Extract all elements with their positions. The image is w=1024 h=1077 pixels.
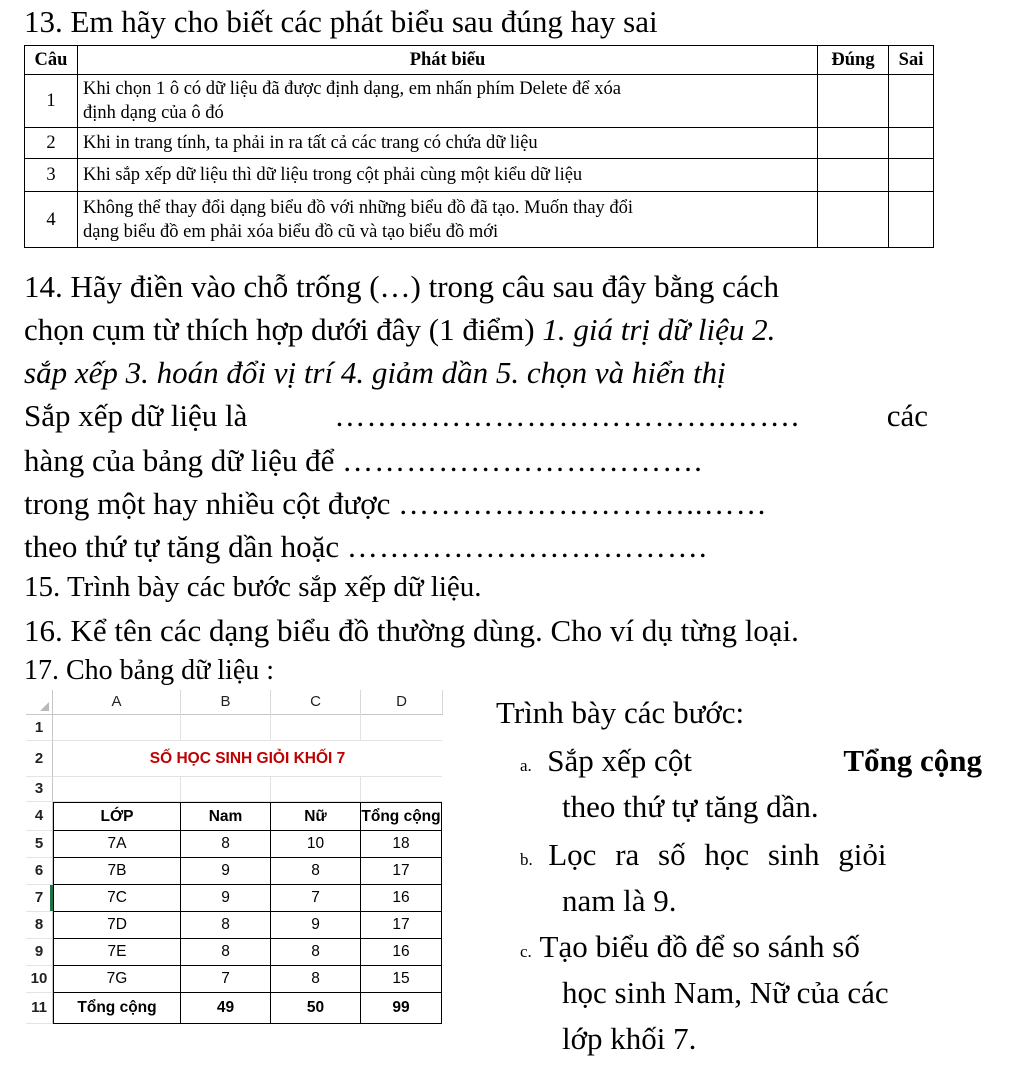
- true-checkbox-cell[interactable]: [818, 75, 889, 128]
- step-c-label: c.: [520, 942, 532, 961]
- sheet-title: SỐ HỌC SINH GIỎI KHỐI 7: [149, 750, 346, 767]
- column-header-a[interactable]: A: [53, 690, 181, 715]
- false-checkbox-cell[interactable]: [889, 128, 934, 159]
- fill-blank-1[interactable]: ……………………………….…….: [334, 398, 800, 433]
- false-checkbox-cell[interactable]: [889, 159, 934, 192]
- cell-girls[interactable]: 9: [311, 916, 320, 933]
- grid-line: [360, 714, 361, 740]
- cell-total-girls[interactable]: 50: [306, 999, 325, 1016]
- cell-boys[interactable]: 8: [221, 835, 230, 852]
- table-border: [441, 802, 442, 1024]
- cell-total[interactable]: 16: [392, 889, 410, 906]
- statement-line: Khi chọn 1 ô có dữ liệu đã được định dạng, em nhấn phím Delete để xóa: [83, 79, 621, 99]
- cell-class[interactable]: 7D: [107, 916, 127, 933]
- step-b-text: Lọc ra số học sinh giỏi: [548, 837, 887, 872]
- grid-line: [360, 776, 361, 802]
- cell-header-boys[interactable]: Nam: [208, 808, 243, 825]
- row-header[interactable]: 8: [26, 912, 53, 939]
- row-num: 2: [25, 128, 78, 159]
- cell-girls[interactable]: 7: [311, 889, 320, 906]
- step-a-line-1: [520, 738, 982, 789]
- grid-line: [180, 714, 181, 740]
- row-statement: [78, 192, 818, 248]
- options-text: 1. giá trị dữ liệu 2.: [542, 312, 776, 347]
- row-header[interactable]: 5: [26, 831, 53, 858]
- header-true: Đúng: [818, 46, 889, 75]
- step-b-line-1: [520, 832, 982, 883]
- row-num: 4: [25, 192, 78, 248]
- fill-text: theo thứ tự tăng dần hoặc: [24, 529, 340, 564]
- row-header[interactable]: 2: [26, 741, 53, 777]
- step-c-line-2: học sinh Nam, Nữ của các: [562, 975, 889, 1010]
- cell-boys[interactable]: 8: [221, 943, 230, 960]
- cell-class[interactable]: 7E: [107, 943, 127, 960]
- cell-girls[interactable]: 8: [311, 943, 320, 960]
- table-header-row: [25, 46, 934, 75]
- step-b-label: b.: [520, 850, 533, 869]
- fill-text: các: [886, 398, 928, 433]
- row-statement: Khi sắp xếp dữ liệu thì dữ liệu trong cột phải cùng một kiểu dữ liệu: [78, 159, 818, 192]
- question-14-options: sắp xếp 3. hoán đổi vị trí 4. giảm dần 5. chọn và hiển thị: [24, 355, 726, 390]
- question-17-title: 17. Cho bảng dữ liệu :: [24, 655, 275, 686]
- cell-class[interactable]: 7G: [106, 970, 128, 987]
- cell-class[interactable]: 7C: [107, 889, 127, 906]
- grid-line: [53, 776, 442, 777]
- cell-boys[interactable]: 7: [221, 970, 230, 987]
- header-num: Câu: [25, 46, 78, 75]
- step-a-bold: Tổng cộng: [843, 743, 982, 778]
- row-header[interactable]: 4: [26, 802, 53, 831]
- true-checkbox-cell[interactable]: [818, 159, 889, 192]
- header-false: Sai: [889, 46, 934, 75]
- question-13-title: 13. Em hãy cho biết các phát biểu sau đúng hay sai: [24, 4, 658, 39]
- steps-title: Trình bày các bước:: [496, 695, 745, 730]
- question-15: 15. Trình bày các bước sắp xếp dữ liệu.: [24, 571, 482, 603]
- cell-boys[interactable]: 8: [221, 916, 230, 933]
- grid-line: [180, 776, 181, 802]
- cell-total[interactable]: 16: [392, 943, 410, 960]
- step-c-line-3: lớp khối 7.: [562, 1021, 697, 1056]
- table-row: [25, 192, 934, 248]
- grid-line: [270, 776, 271, 802]
- false-checkbox-cell[interactable]: [889, 192, 934, 248]
- cell-total[interactable]: 17: [392, 916, 410, 933]
- fill-text: trong một hay nhiều cột được: [24, 486, 391, 521]
- cell-header-girls[interactable]: Nữ: [304, 808, 327, 825]
- cell-girls[interactable]: 8: [311, 862, 320, 879]
- intro-text: chọn cụm từ thích hợp dưới đây (1 điểm): [24, 312, 535, 347]
- select-all-corner[interactable]: [26, 690, 53, 715]
- row-header[interactable]: 3: [26, 777, 53, 802]
- cell-total[interactable]: 17: [392, 862, 410, 879]
- row-statement: Khi in trang tính, ta phải in ra tất cả các trang có chứa dữ liệu: [78, 128, 818, 159]
- table-row: [25, 128, 934, 159]
- cell-class[interactable]: 7A: [107, 835, 127, 852]
- cell-total-label[interactable]: Tổng cộng: [77, 999, 157, 1016]
- cell-total[interactable]: 18: [392, 835, 410, 852]
- row-num: 1: [25, 75, 78, 128]
- statement-table: [24, 45, 934, 248]
- cell-boys[interactable]: 9: [221, 862, 230, 879]
- grid-line: [270, 714, 271, 740]
- fill-blank-4[interactable]: …………………………….: [346, 529, 708, 564]
- header-statement: Phát biểu: [78, 46, 818, 75]
- fill-line-2: [24, 440, 703, 481]
- spreadsheet: [26, 690, 442, 1025]
- column-header-b[interactable]: B: [181, 690, 271, 715]
- step-c-line-1: [520, 924, 860, 975]
- statement-line: Không thể thay đổi dạng biểu đồ với những biểu đồ đã tạo. Muốn thay đổi: [83, 197, 634, 218]
- cell-header-class[interactable]: LỚP: [100, 808, 134, 825]
- row-statement: [78, 75, 818, 128]
- fill-text: Sắp xếp dữ liệu là: [24, 398, 248, 433]
- true-checkbox-cell[interactable]: [818, 128, 889, 159]
- row-header[interactable]: 7: [26, 885, 53, 912]
- column-header-c[interactable]: C: [271, 690, 361, 715]
- cell-total[interactable]: 15: [392, 970, 410, 987]
- table-row: [25, 75, 934, 128]
- cell-header-total[interactable]: Tổng cộng: [361, 808, 441, 825]
- statement-line: dạng biểu đồ em phải xóa biểu đồ cũ và tạo biểu đồ mới: [83, 221, 499, 242]
- step-c-text: Tạo biểu đồ để so sánh số: [539, 929, 860, 964]
- row-header[interactable]: 11: [26, 993, 53, 1024]
- question-16: 16. Kể tên các dạng biểu đồ thường dùng. Cho ví dụ từng loại.: [24, 613, 799, 648]
- table-border: [53, 1023, 442, 1024]
- cell-total-boys[interactable]: 49: [216, 999, 235, 1016]
- row-header[interactable]: 9: [26, 939, 53, 966]
- fill-blank-3[interactable]: ………………………..……: [398, 486, 768, 521]
- fill-text: hàng của bảng dữ liệu để: [24, 443, 335, 478]
- row-header[interactable]: 6: [26, 858, 53, 885]
- cell-total-all[interactable]: 99: [392, 999, 410, 1016]
- fill-blank-2[interactable]: …………………………….: [342, 443, 703, 478]
- step-b-line-2: nam là 9.: [562, 883, 677, 918]
- row-num: 3: [25, 159, 78, 192]
- row-header[interactable]: 10: [26, 966, 53, 993]
- fill-line-4: [24, 526, 708, 567]
- question-14-intro-1: 14. Hãy điền vào chỗ trống (…) trong câu sau đây bằng cách: [24, 269, 779, 304]
- cell-class[interactable]: 7B: [107, 862, 127, 879]
- step-a-text: Sắp xếp cột: [547, 743, 692, 778]
- cell-girls[interactable]: 10: [306, 835, 325, 852]
- fill-line-1: [24, 395, 928, 436]
- statement-line: định dạng của ô đó: [83, 103, 224, 123]
- question-14-intro-2: [24, 309, 775, 350]
- row-header[interactable]: 1: [26, 715, 53, 741]
- step-a-label: a.: [520, 756, 532, 775]
- table-row: [25, 159, 934, 192]
- false-checkbox-cell[interactable]: [889, 75, 934, 128]
- cell-boys[interactable]: 9: [221, 889, 230, 906]
- cell-girls[interactable]: 8: [311, 970, 320, 987]
- column-header-d[interactable]: D: [361, 690, 443, 715]
- true-checkbox-cell[interactable]: [818, 192, 889, 248]
- fill-line-3: [24, 483, 768, 524]
- step-a-line-2: theo thứ tự tăng dần.: [562, 789, 819, 824]
